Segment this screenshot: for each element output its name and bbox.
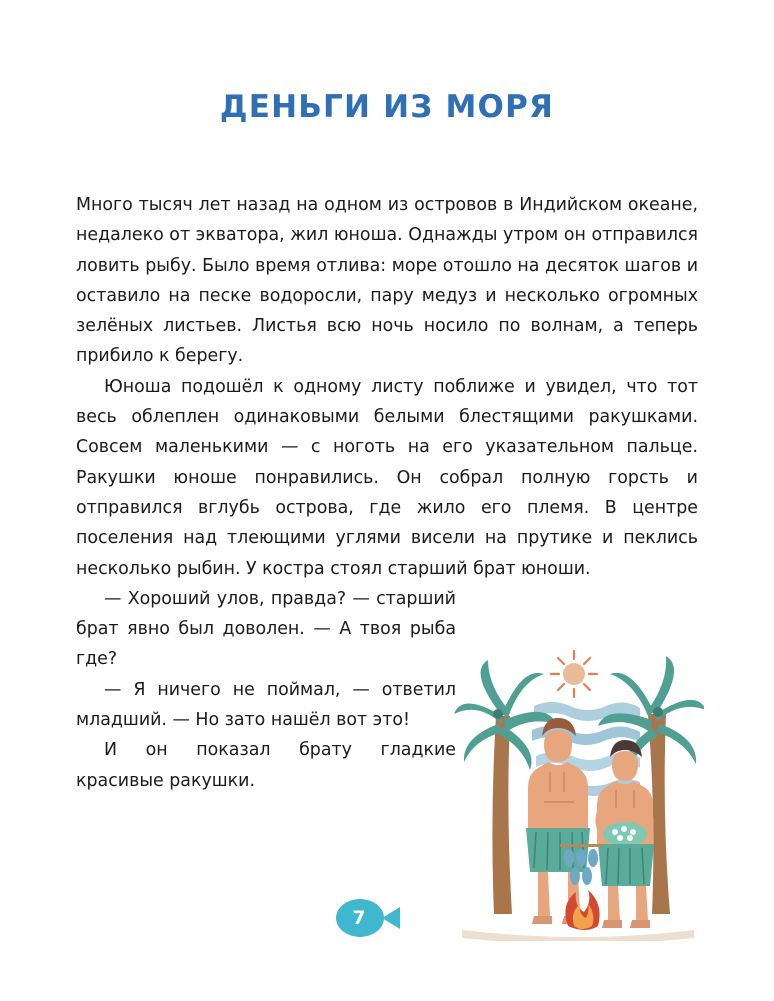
page-title: ДЕНЬГИ ИЗ МОРЯ [219, 88, 555, 125]
sun-icon [551, 651, 597, 697]
paragraph-2: Юноша подошёл к одному листу поближе и увидел, что тот весь облеплен одинаковыми белыми блестящими ракушками. Совсем маленькими — с ноготь на его указательном пальце. Ракушки юноше понравились. Он собрал полную горсть и отправился вглубь острова, где жило его племя. В центре поселения над тлеющими углями висели на прутике и пеклись несколько рыбин. У костра стоял старший брат юноши. [76, 376, 698, 579]
paragraph-1: Много тысяч лет назад на одном из островов в Индийском океане, недалеко от экватора, жил юноша. Однажды утром он отправился ловить рыбу. Было время отлива: море отошло на десяток шагов и оставило на песке водоросли, пару медуз и несколько огромных зелёных листьев. Листья всю ночь носило по волнам, а теперь прибило к берегу. [76, 195, 698, 367]
paragraph-5: И он показал брату гладкие красивые ракушки. [76, 740, 456, 791]
paragraph-4: — Я ничего не поймал, — ответил младший. — Но зато нашёл вот это! [76, 679, 456, 731]
page-number-badge [336, 897, 406, 939]
two-islanders-by-fire-illustration [452, 596, 704, 941]
islander-left-figure [526, 718, 590, 924]
wrapped-paragraphs [76, 584, 456, 796]
page-number: 7 [352, 907, 366, 929]
paragraph-3: — Хороший улов, правда? — старший брат явно был доволен. — А твоя рыба где? [76, 588, 456, 670]
